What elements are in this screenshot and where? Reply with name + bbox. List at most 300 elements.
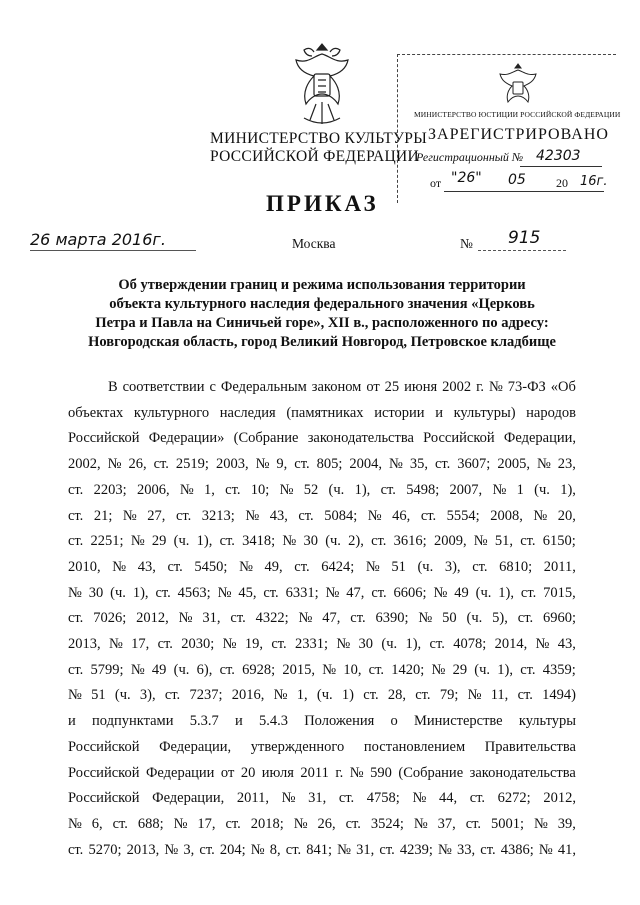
body-word: 43, <box>269 507 288 524</box>
body-word: Федерации» <box>148 430 225 447</box>
ministry-name <box>210 130 428 166</box>
body-word: 2012, <box>543 790 576 807</box>
body-word: 1), <box>196 533 213 550</box>
body-word: 2004, <box>349 456 382 473</box>
body-word: 4563; <box>177 584 211 601</box>
body-word: ст. <box>298 507 314 524</box>
body-word: 6150; <box>542 533 576 550</box>
body-word: законодательства <box>469 764 576 781</box>
body-word: 31, <box>202 610 221 627</box>
body-word: № <box>112 558 127 575</box>
body-word: № <box>488 379 503 395</box>
body-word: № <box>245 507 260 524</box>
body-word: 2008, <box>490 507 523 524</box>
body-line <box>68 632 576 658</box>
subject-line: Об утверждении границ и режима использования территории <box>118 277 526 293</box>
body-word: (Собрание <box>398 764 464 781</box>
order-number-handwritten: 915 <box>508 228 541 248</box>
body-word: культуры) <box>453 404 516 421</box>
body-word: 4078; <box>453 636 487 653</box>
body-word: 6, <box>91 815 103 832</box>
body-word: 5498; <box>406 481 440 498</box>
body-word: 6606; <box>393 584 427 601</box>
body-word: № <box>365 558 380 575</box>
body-word: 1), <box>405 636 422 653</box>
order-body-text <box>68 375 576 863</box>
body-word: № <box>130 533 145 550</box>
body-word: 5554; <box>446 507 480 524</box>
body-word: № <box>337 841 351 858</box>
body-word: ст. <box>434 456 451 473</box>
body-word: от <box>366 379 380 395</box>
body-word: (ч. <box>173 533 190 550</box>
body-word: 2018; <box>250 815 284 832</box>
body-word: № <box>349 764 364 781</box>
stamp-regnum-label: Регистрационный № <box>416 150 524 164</box>
body-word: 7026; <box>93 610 127 627</box>
body-word: 688; <box>137 815 164 832</box>
body-word: законодательства <box>307 430 414 447</box>
body-word: ст. <box>469 790 486 807</box>
body-word: 20 <box>240 764 256 781</box>
body-word: 2013, <box>126 841 160 858</box>
body-word: ст. <box>345 815 361 832</box>
body-word: В <box>108 379 118 395</box>
stamp-ministry-name: МИНИСТЕРСТВО ЮСТИЦИИ РОССИЙСКОЙ ФЕДЕРАЦИИ <box>414 110 621 119</box>
body-word: ст. <box>350 610 366 627</box>
body-word: от <box>220 764 235 781</box>
body-word: ст. <box>294 456 310 473</box>
body-word: Российской <box>68 738 140 755</box>
body-line <box>68 401 576 427</box>
body-word: № <box>473 533 488 550</box>
body-word: (ч. <box>114 687 131 704</box>
body-word: 1, <box>296 687 308 704</box>
body-word: № <box>68 584 82 601</box>
stamp-date-month: 05 <box>508 172 526 188</box>
body-word: 5001; <box>491 815 525 832</box>
body-word: 1), <box>560 481 576 498</box>
body-word: законом <box>311 379 362 395</box>
body-word: 6331; <box>285 584 319 601</box>
body-word: 3418; <box>242 533 276 550</box>
body-word: 2011, <box>543 558 576 575</box>
body-word: 3607; <box>457 456 491 473</box>
body-word: 6810; <box>499 558 533 575</box>
body-word: 2005, <box>497 456 530 473</box>
body-word: 23, <box>557 456 576 473</box>
body-word: 31, <box>356 841 375 858</box>
body-word: 2), <box>348 533 364 550</box>
body-line <box>68 426 576 452</box>
body-word: 2030; <box>181 636 215 653</box>
body-word: 26, <box>317 815 336 832</box>
body-word: Российской <box>68 790 140 807</box>
body-line <box>68 735 576 761</box>
body-word: 1 <box>516 481 524 498</box>
body-word: ст. <box>371 533 387 550</box>
body-word: 1) <box>341 687 354 704</box>
body-line <box>68 761 576 787</box>
body-word: 25 <box>384 379 400 395</box>
stamp-date-year-handwritten: 16г. <box>580 174 608 189</box>
body-line <box>68 658 576 684</box>
body-word: № <box>413 815 428 832</box>
body-word: ст. <box>68 841 84 858</box>
body-word: 1), <box>498 584 514 601</box>
body-word: 204; <box>219 841 246 858</box>
body-word: 20, <box>557 507 576 524</box>
body-word: ст. <box>225 815 241 832</box>
body-word: 7237; <box>189 687 223 704</box>
body-word: 2003, <box>215 456 249 473</box>
body-word: 2007, <box>449 481 483 498</box>
body-word: 37, <box>437 815 456 832</box>
body-word: 10, <box>343 661 362 678</box>
body-word: № <box>438 841 452 858</box>
body-word: 51 <box>91 687 106 704</box>
body-word: № <box>122 507 137 524</box>
body-word: 8, <box>269 841 281 858</box>
body-word: 79; <box>439 687 459 704</box>
body-word: ст. <box>371 584 387 601</box>
body-word: с <box>209 379 216 395</box>
order-title: ПРИКАЗ <box>266 191 379 216</box>
body-word: № <box>467 687 482 704</box>
body-word: № <box>173 815 188 832</box>
order-number-label: № <box>460 236 473 251</box>
body-word: 26, <box>128 456 147 473</box>
body-line <box>68 683 576 709</box>
stamp-date-year: 20 <box>556 176 568 190</box>
body-word: ст. <box>155 584 171 601</box>
stamp-date-day: "26" <box>451 170 482 186</box>
body-word: ст. <box>153 456 169 473</box>
body-word: 41, <box>557 841 576 858</box>
body-word: № <box>178 610 193 627</box>
body-word: 7015, <box>543 584 576 601</box>
body-word: г. <box>476 379 484 395</box>
body-word: 30 <box>358 636 374 653</box>
body-word: ст. <box>157 636 173 653</box>
body-word: 28, <box>387 687 406 704</box>
body-line <box>68 504 576 530</box>
body-word: № <box>298 610 313 627</box>
body-line <box>68 709 576 735</box>
body-word: 2251; <box>90 533 124 550</box>
body-word: 3), <box>444 558 461 575</box>
order-date-handwritten: 26 марта 2016г. <box>30 230 166 249</box>
stamp-regnum-value: 42303 <box>536 148 581 164</box>
body-word: ст. <box>167 558 183 575</box>
subject-line: объекта культурного наследия федерального значения «Церковь <box>109 296 535 312</box>
order-date-underline <box>30 250 196 251</box>
body-word: ст. <box>225 481 241 498</box>
body-word: объектах <box>68 404 124 421</box>
body-word: 590 <box>370 764 392 781</box>
body-word: ст. <box>68 481 84 498</box>
body-word: 3616; <box>393 533 427 550</box>
body-word: 2014, <box>494 636 528 653</box>
body-word: 1, <box>204 481 215 498</box>
body-word: 73-ФЗ <box>507 379 546 395</box>
body-word: 1494) <box>542 687 576 704</box>
body-word: Правительства <box>484 738 576 755</box>
body-word: 50 <box>442 610 457 627</box>
body-word: ст. <box>68 507 84 524</box>
body-word: 1), <box>354 481 371 498</box>
body-word: № <box>282 533 297 550</box>
body-word: истории <box>374 404 425 421</box>
body-word: ст. <box>68 533 84 550</box>
body-word: № <box>536 456 551 473</box>
body-word: 4239; <box>399 841 433 858</box>
body-word: Российской <box>68 430 140 447</box>
body-word: Российской <box>423 430 495 447</box>
body-word: 2012, <box>136 610 169 627</box>
body-word: 3), <box>139 687 156 704</box>
body-word: № <box>273 687 288 704</box>
body-line <box>68 786 576 812</box>
body-word: 30 <box>303 533 318 550</box>
stamp-date-underline <box>444 191 604 192</box>
body-word: 29 <box>452 661 468 678</box>
body-word: № <box>538 841 553 858</box>
body-word: культуры <box>518 713 576 730</box>
body-word: ст. <box>420 507 437 524</box>
body-word: № <box>412 790 427 807</box>
body-word: Министерстве <box>414 713 503 730</box>
body-word: 4386; <box>500 841 534 858</box>
body-word: 2010, <box>68 558 101 575</box>
body-word: Федерации <box>145 764 215 781</box>
body-word: (ч. <box>417 558 434 575</box>
body-word: ст. <box>465 815 482 832</box>
body-word: 31, <box>308 790 327 807</box>
order-number-underline <box>478 250 566 251</box>
body-word: № <box>535 636 550 653</box>
body-word: ст. <box>338 790 355 807</box>
stamp-regnum-underline <box>520 166 602 167</box>
body-word: 3, <box>183 841 195 858</box>
body-word: утвержденного <box>250 738 345 755</box>
body-word: 6960; <box>542 610 576 627</box>
body-word: № <box>533 507 548 524</box>
body-word: № <box>433 584 448 601</box>
body-word: ст. <box>164 687 181 704</box>
body-word: 2011, <box>236 790 269 807</box>
body-word: № <box>534 815 548 832</box>
body-word: № <box>217 584 232 601</box>
body-word: ст. <box>219 661 235 678</box>
body-word: 3213; <box>201 507 235 524</box>
body-word: постановлением <box>363 738 466 755</box>
ministry-name-line1: МИНИСТЕРСТВО КУЛЬТУРЫ <box>210 130 428 147</box>
body-word: ст. <box>263 584 279 601</box>
body-word: № <box>325 584 340 601</box>
body-word: (ч. <box>474 661 491 678</box>
subject-line: Петра и Павла на Синичьей горе», XII в., расположенного по адресу: <box>95 315 549 331</box>
body-word: ст. <box>520 533 536 550</box>
body-word: и <box>68 713 76 730</box>
body-word: № <box>281 790 296 807</box>
body-word: ст. <box>271 636 287 653</box>
body-word: № <box>239 558 253 575</box>
body-word: № <box>293 815 308 832</box>
body-word: ст. <box>480 841 496 858</box>
body-word: 5.4.3 <box>258 713 288 730</box>
body-word: 6390; <box>375 610 409 627</box>
body-word: 27, <box>147 507 166 524</box>
stamp-coat-of-arms-emblem <box>496 62 540 104</box>
body-word: 5270; <box>88 841 122 858</box>
body-line <box>68 555 576 581</box>
body-word: (ч. <box>475 584 492 601</box>
body-word: 2011 <box>300 764 329 781</box>
body-line <box>68 452 576 478</box>
body-word: 43, <box>557 636 576 653</box>
body-word: 2002 <box>442 379 472 395</box>
body-line <box>68 606 576 632</box>
body-word: 6272; <box>497 790 531 807</box>
body-line <box>68 529 576 555</box>
body-word: 6), <box>196 661 213 678</box>
body-word: 9, <box>276 456 288 473</box>
body-word: Российской <box>68 764 140 781</box>
body-word: ст. <box>520 584 537 601</box>
body-word: ст. <box>68 661 84 678</box>
body-line <box>68 838 576 864</box>
body-word: 49, <box>264 558 283 575</box>
body-word: 47, <box>346 584 365 601</box>
body-word: № <box>68 815 82 832</box>
body-word: (ч. <box>110 584 126 601</box>
body-word: ст. <box>219 533 235 550</box>
body-line <box>68 812 576 838</box>
body-word: 5799; <box>90 661 124 678</box>
body-word: 5.3.7 <box>189 713 219 730</box>
body-word: 30 <box>88 584 104 601</box>
body-word: о <box>390 713 398 730</box>
body-word: (ч. <box>534 481 550 498</box>
body-word: 6928; <box>242 661 276 678</box>
body-word: 2006, <box>136 481 170 498</box>
body-word: ст. <box>520 661 536 678</box>
body-word: 5450; <box>194 558 228 575</box>
body-word: 4359; <box>542 661 576 678</box>
body-word: Федерации, <box>152 790 225 807</box>
body-word: 6424; <box>321 558 355 575</box>
body-word: 2002, <box>68 456 101 473</box>
body-word: культурного <box>133 404 210 421</box>
body-word: (ч. <box>381 636 398 653</box>
body-word: № <box>418 610 433 627</box>
body-line <box>68 581 576 607</box>
body-word: № <box>108 636 123 653</box>
body-word: № <box>222 636 237 653</box>
body-word: 1), <box>132 584 149 601</box>
body-word: соответствии <box>122 379 205 395</box>
body-word: № <box>279 481 294 498</box>
body-word: «Об <box>550 379 576 395</box>
body-word: (ч. <box>316 687 333 704</box>
body-word: ст. <box>380 481 396 498</box>
body-word: ст. <box>112 815 128 832</box>
body-word: № <box>255 456 270 473</box>
body-word: Федерации, <box>503 430 576 447</box>
body-word: № <box>107 456 122 473</box>
body-word: 2519; <box>175 456 209 473</box>
body-word: и <box>234 713 243 730</box>
body-word: 33, <box>457 841 476 858</box>
body-word: 1), <box>497 661 513 678</box>
body-word: ст. <box>294 558 310 575</box>
body-word: подпунктами <box>92 713 174 730</box>
coat-of-arms-emblem <box>292 40 352 128</box>
body-word: 47, <box>322 610 341 627</box>
body-word: (ч. <box>173 661 190 678</box>
body-word: ст. <box>199 841 215 858</box>
body-word: и <box>435 404 443 421</box>
body-word: 43, <box>137 558 156 575</box>
stamp-date-prefix: от <box>430 176 442 190</box>
body-word: 11, <box>490 687 509 704</box>
body-word: ст. <box>517 610 534 627</box>
body-line <box>68 375 576 401</box>
body-word: № <box>492 481 507 498</box>
body-word: 5084; <box>324 507 358 524</box>
body-word: № <box>336 636 351 653</box>
body-word: 2013, <box>68 636 101 653</box>
body-word: Федерации, <box>159 738 232 755</box>
body-word: (ч. <box>325 533 341 550</box>
body-word: ст. <box>175 507 192 524</box>
body-word: 49 <box>151 661 167 678</box>
body-word: 3524; <box>370 815 404 832</box>
body-word: ст. <box>517 687 533 704</box>
body-word: № <box>322 661 337 678</box>
body-word: (ч. <box>328 481 345 498</box>
body-word: 46, <box>392 507 411 524</box>
stamp-registered-label: ЗАРЕГИСТРИРОВАНО <box>428 126 609 143</box>
body-word: (ч. <box>466 610 483 627</box>
body-word: народов <box>526 404 576 421</box>
body-word: 35, <box>409 456 428 473</box>
body-word: 4322; <box>255 610 289 627</box>
body-word: ст. <box>230 610 246 627</box>
body-word: 4758; <box>366 790 400 807</box>
body-word: 10; <box>250 481 270 498</box>
body-word: Федеральным <box>220 379 307 395</box>
body-word: 29 <box>151 533 167 550</box>
body-word: 5), <box>492 610 508 627</box>
body-word: 49 <box>454 584 469 601</box>
body-word: 44, <box>438 790 458 807</box>
body-word: 21; <box>93 507 113 524</box>
body-word: № <box>250 841 265 858</box>
body-word: 51, <box>494 533 513 550</box>
body-word: № <box>431 661 446 678</box>
body-word: 2009, <box>433 533 467 550</box>
body-word: июня <box>404 379 438 395</box>
body-word: ст. <box>415 687 431 704</box>
body-word: 45, <box>238 584 257 601</box>
body-word: 2203; <box>93 481 127 498</box>
ministry-name-line2: РОССИЙСКОЙ ФЕДЕРАЦИИ <box>210 148 419 165</box>
body-word: № <box>164 841 179 858</box>
body-word: ст. <box>368 661 384 678</box>
body-word: 2016, <box>231 687 265 704</box>
